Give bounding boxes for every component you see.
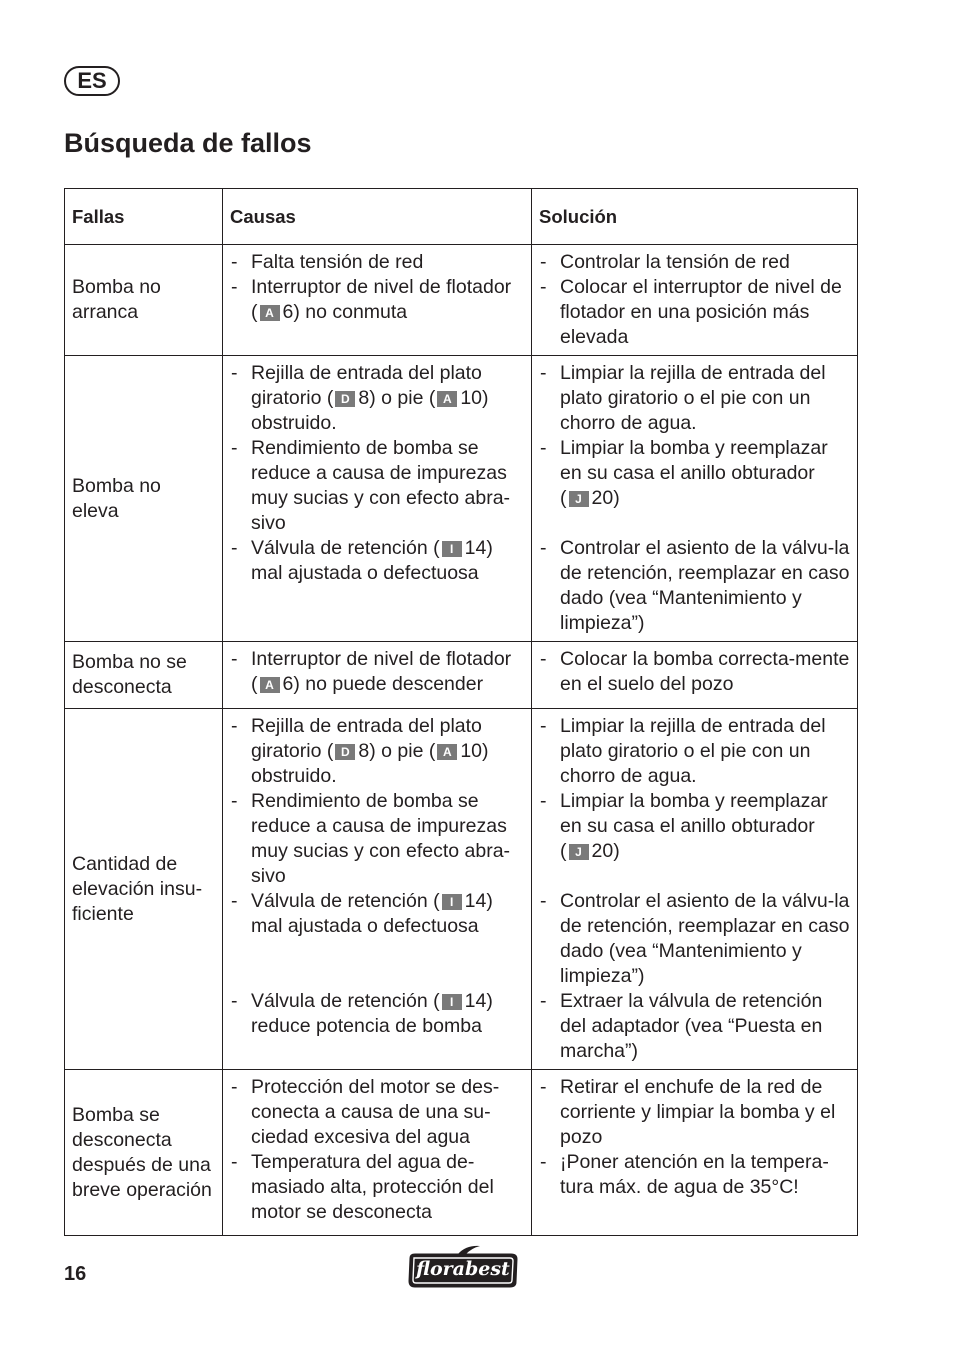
- solution-item: - Limpiar la rejilla de entrada del plato giratorio o el pie con un chorro de agua.: [540, 362, 826, 434]
- solution-item: - Limpiar la bomba y reemplazar en su casa el anillo obturador ( J 20): [540, 790, 828, 862]
- logo-text: florabest: [416, 1258, 510, 1280]
- solutions-cell: [532, 1070, 858, 1236]
- figure-ref-a: A: [437, 391, 457, 407]
- figure-ref-i: I: [442, 541, 462, 557]
- solution-item: - Controlar el asiento de la válvu-la de retención, reemplazar en caso dado (vea “Mantenimiento y limpieza”): [540, 890, 850, 987]
- header-solucion: Solución: [532, 189, 858, 245]
- solution-item: - Limpiar la bomba y reemplazar en su casa el anillo obturador ( J 20): [540, 437, 828, 509]
- table-row: [65, 642, 858, 709]
- causes-cell: [223, 642, 532, 709]
- figure-ref-a: A: [260, 305, 280, 321]
- fault-cell: Bomba se desconecta después de una breve operación: [65, 1070, 223, 1236]
- header-causas: Causas: [223, 189, 532, 245]
- cause-item: - Válvula de retención ( I 14) mal ajustada o defectuosa: [231, 537, 493, 584]
- figure-ref-a: A: [260, 677, 280, 693]
- figure-ref-d: D: [335, 744, 355, 760]
- solution-item: - Retirar el enchufe de la red de corriente y limpiar la bomba y el pozo: [540, 1076, 836, 1148]
- figure-ref-j: J: [569, 491, 589, 507]
- solutions-cell: [532, 356, 858, 642]
- cause-item: - Rejilla de entrada del plato giratorio ( D 8) o pie ( A 10) obstruido.: [231, 362, 489, 434]
- cause-item: - Protección del motor se des-conecta a causa de una su-ciedad excesiva del agua: [231, 1076, 500, 1148]
- causes-cell: [223, 356, 532, 642]
- figure-ref-j: J: [569, 844, 589, 860]
- cause-item: - Interruptor de nivel de flotador ( A 6) no puede descender: [231, 648, 512, 695]
- figure-ref-d: D: [335, 391, 355, 407]
- table-row: [65, 356, 858, 642]
- cause-item: - Falta tensión de red: [231, 251, 424, 273]
- language-badge: ES: [64, 66, 120, 96]
- solution-item: - Controlar el asiento de la válvu-la de retención, reemplazar en caso dado (vea “Mantenimiento y limpieza”): [540, 537, 850, 634]
- solution-item: - Colocar la bomba correcta-mente en el suelo del pozo: [540, 648, 850, 695]
- florabest-logo: [406, 1244, 520, 1290]
- cause-item: - Rendimiento de bomba se reduce a causa de impurezas muy sucias y con efecto abra-sivo: [231, 437, 511, 534]
- causes-cell: [223, 709, 532, 1070]
- solutions-cell: [532, 642, 858, 709]
- table-header-row: [65, 189, 858, 245]
- causes-cell: [223, 245, 532, 356]
- fault-cell: Bomba no arranca: [65, 245, 223, 356]
- figure-ref-i: I: [442, 894, 462, 910]
- fault-cell: Cantidad de elevación insu- ficiente: [65, 709, 223, 1070]
- solution-item: - Colocar el interruptor de nivel de flotador en una posición más elevada: [540, 276, 842, 348]
- page-title: Búsqueda de fallos: [64, 128, 312, 158]
- causes-cell: [223, 1070, 532, 1236]
- solution-item: - Extraer la válvula de retención del adaptador (vea “Puesta en marcha”): [540, 990, 823, 1062]
- fault-cell: Bomba no eleva: [65, 356, 223, 642]
- table-row: [65, 245, 858, 356]
- solutions-cell: [532, 709, 858, 1070]
- table-row: [65, 709, 858, 1070]
- figure-ref-a: A: [437, 744, 457, 760]
- cause-item: - Rendimiento de bomba se reduce a causa de impurezas muy sucias y con efecto abra-sivo: [231, 790, 511, 887]
- cause-item: - Rejilla de entrada del plato giratorio ( D 8) o pie ( A 10) obstruido.: [231, 715, 489, 787]
- fault-cell: Bomba no se desconecta: [65, 642, 223, 709]
- cause-item: - Válvula de retención ( I 14) mal ajustada o defectuosa: [231, 890, 493, 937]
- cause-item: - Temperatura del agua de-masiado alta, protección del motor se desconecta: [231, 1151, 494, 1223]
- solution-item: - ¡Poner atención en la tempera-tura máx. de agua de 35°C!: [540, 1151, 829, 1198]
- cause-item: - Interruptor de nivel de flotador ( A 6) no conmuta: [231, 276, 512, 323]
- solution-item: - Limpiar la rejilla de entrada del plato giratorio o el pie con un chorro de agua.: [540, 715, 826, 787]
- header-fallas: Fallas: [65, 189, 223, 245]
- cause-item: - Válvula de retención ( I 14) reduce potencia de bomba: [231, 990, 493, 1037]
- page-number: 16: [64, 1263, 87, 1285]
- solution-item: - Controlar la tensión de red: [540, 251, 790, 273]
- troubleshooting-table: [64, 188, 858, 1236]
- figure-ref-i: I: [442, 994, 462, 1010]
- solutions-cell: [532, 245, 858, 356]
- table-row: [65, 1070, 858, 1236]
